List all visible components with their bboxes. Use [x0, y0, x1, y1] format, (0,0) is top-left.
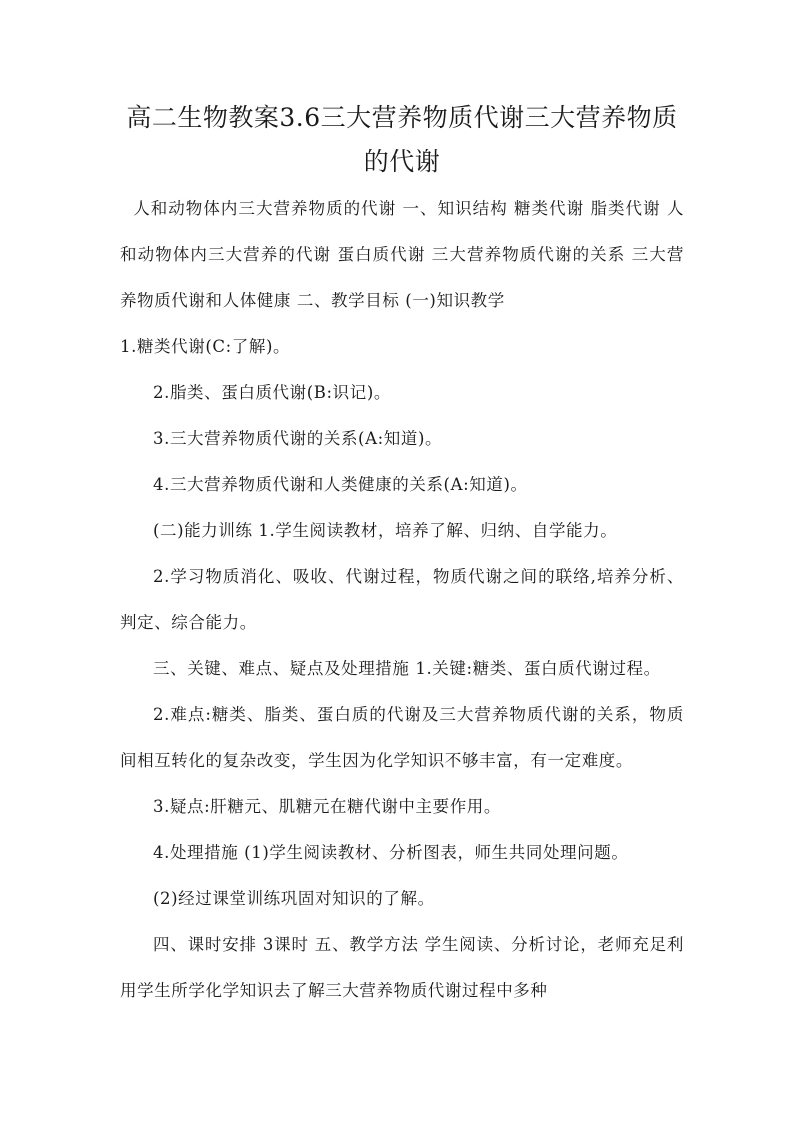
paragraph-goal-1: 1.糖类代谢(C:了解)。	[120, 337, 291, 356]
paragraph-schedule-method: 四、课时安排 3课时 五、教学方法 学生阅读、分析讨论，老师充足利用学生所学化学知识去了解三大营养物质代谢过程中多种	[120, 935, 684, 1000]
paragraph-goal-4: 4.三大营养物质代谢和人类健康的关系(A:知道)。	[153, 475, 528, 494]
paragraph-goal-2: 2.脂类、蛋白质代谢(B:识记)。	[153, 383, 392, 402]
paragraph-difficulty: 2.难点:糖类、脂类、蛋白质的代谢及三大营养物质代谢的关系，物质间相互转化的复杂改变，学生因为化学知识不够丰富，有一定难度。	[120, 705, 684, 770]
paragraph-goal-3: 3.三大营养物质代谢的关系(A:知道)。	[153, 429, 443, 448]
document-page	[120, 96, 684, 1014]
paragraph-measure-1: 4.处理措施 (1)学生阅读教材、分析图表，师生共同处理问题。	[153, 843, 629, 862]
paragraph-intro: 人和动物体内三大营养物质的代谢 一、知识结构 糖类代谢 脂类代谢 人和动物体内三大营养的代谢 蛋白质代谢 三大营养物质代谢的关系 三大营养物质代谢和人体健康 二、教学目标 (一)知识教学	[120, 199, 684, 310]
paragraph-ability-1: (二)能力训练 1.学生阅读教材，培养了解、归纳、自学能力。	[153, 521, 618, 540]
paragraph-key-point: 三、关键、难点、疑点及处理措施 1.关键:糖类、蛋白质代谢过程。	[153, 659, 661, 678]
document-title: 高二生物教案3.6三大营养物质代谢三大营养物质的代谢	[126, 103, 678, 176]
paragraph-measure-2: (2)经过课堂训练巩固对知识的了解。	[153, 889, 435, 908]
document-body	[120, 186, 684, 1014]
paragraph-ability-2: 2.学习物质消化、吸收、代谢过程，物质代谢之间的联络,培养分析、判定、综合能力。	[120, 567, 684, 632]
paragraph-doubt: 3.疑点:肝糖元、肌糖元在糖代谢中主要作用。	[153, 797, 502, 816]
